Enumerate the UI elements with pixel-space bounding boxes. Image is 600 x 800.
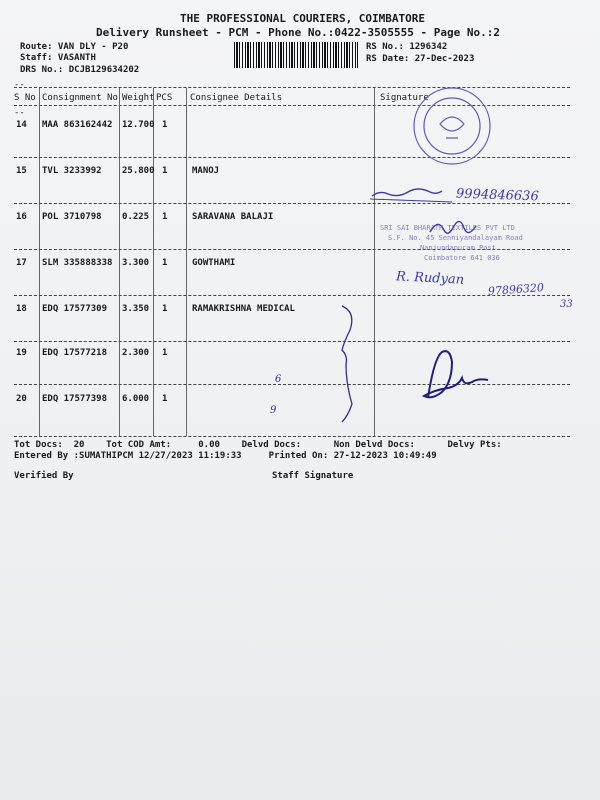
- verified-by-label: Verified By: [14, 471, 74, 481]
- row-sno: 15: [16, 166, 27, 176]
- handwritten-name: R. Rudyan: [395, 269, 465, 288]
- stamp-line: Coimbatore 641 036: [424, 254, 500, 262]
- row-consignee: GOWTHAMI: [192, 258, 236, 268]
- row-pcs: 1: [162, 166, 168, 176]
- col-signature: Signature: [380, 93, 429, 103]
- dash-marker: --: [14, 80, 25, 90]
- row-consignment: EDQ 17577398: [42, 394, 108, 404]
- rs-number: RS No.: 1296342: [366, 42, 448, 52]
- row-pcs: 1: [162, 348, 168, 358]
- handwritten-phone: 97896320: [487, 281, 545, 298]
- row-consignment: TVL 3233992: [42, 166, 102, 176]
- row-pcs: 1: [162, 212, 168, 222]
- row-consignee: SARAVANA BALAJI: [192, 212, 274, 222]
- handwritten-phone-extra: 33: [560, 299, 573, 310]
- col-pcs: PCS: [156, 93, 173, 103]
- route-label: Route: VAN DLY - P20: [20, 42, 129, 52]
- row-consignee: MANOJ: [192, 166, 220, 176]
- row-consignee: RAMAKRISHNA MEDICAL: [192, 304, 295, 314]
- stamp-line: SRI SAI BHARATH TEXTILES PVT LTD: [380, 224, 515, 232]
- row-pcs: 1: [162, 258, 168, 268]
- row-weight: 3.350: [122, 304, 150, 314]
- totals-line: Tot Docs: 20 Tot COD Amt: 0.00 Delvd Docs: Non Delvd Docs: Delvy Pts:: [14, 440, 502, 450]
- staff-label: Staff: VASANTH: [20, 53, 96, 63]
- row-sno: 19: [16, 348, 27, 358]
- row-pcs: 1: [162, 120, 168, 130]
- row-sno: 20: [16, 394, 27, 404]
- row-weight: 2.300: [122, 348, 150, 358]
- round-stamp: [414, 88, 490, 164]
- row-weight: 3.300: [122, 258, 150, 268]
- row-weight: 0.225: [122, 212, 150, 222]
- signature-scribble: [424, 351, 488, 398]
- row-pcs: 1: [162, 304, 168, 314]
- row-consignment: SLM 335888338: [42, 258, 113, 268]
- row-weight: 12.700: [122, 120, 155, 130]
- col-sno: S No: [14, 93, 36, 103]
- handwritten-mark: 9: [270, 405, 277, 416]
- runsheet-title: Delivery Runsheet - PCM - Phone No.:0422-3505555 - Page No.:2: [96, 26, 500, 39]
- rs-date: RS Date: 27-Dec-2023: [366, 54, 475, 64]
- entered-by-line: Entered By :SUMATHIPCM 12/27/2023 11:19:33 Printed On: 27-12-2023 10:49:49: [14, 451, 437, 461]
- handwritten-mark: 6: [275, 374, 282, 385]
- row-sno: 14: [16, 120, 27, 130]
- row-consignment: EDQ 17577309: [42, 304, 108, 314]
- row-sno: 16: [16, 212, 27, 222]
- handwritten-phone: 9994846636: [455, 186, 539, 205]
- staff-signature-label: Staff Signature: [272, 471, 354, 481]
- row-consignment: POL 3710798: [42, 212, 102, 222]
- row-weight: 25.800: [122, 166, 155, 176]
- col-consignment: Consignment No: [42, 93, 118, 103]
- row-sno: 18: [16, 304, 27, 314]
- company-title: THE PROFESSIONAL COURIERS, COIMBATORE: [180, 12, 426, 25]
- dash-marker: --: [14, 108, 25, 118]
- row-pcs: 1: [162, 394, 168, 404]
- row-consignment: MAA 863162442: [42, 120, 113, 130]
- stamp-line: S.F. No. 45 Senniyandalayam Road: [388, 234, 523, 242]
- signature-scribble: [372, 189, 442, 196]
- brace-mark: [342, 306, 352, 422]
- company-stamp: [380, 214, 576, 266]
- col-weight: Weight: [122, 93, 155, 103]
- stamp-line: Nanjundapuram Post: [420, 244, 496, 252]
- row-weight: 6.000: [122, 394, 150, 404]
- underline-stroke: [370, 199, 452, 202]
- row-sno: 17: [16, 258, 27, 268]
- col-consignee: Consignee Details: [190, 93, 283, 103]
- drs-number: DRS No.: DCJB129634202: [20, 65, 140, 75]
- row-consignment: EDQ 17577218: [42, 348, 108, 358]
